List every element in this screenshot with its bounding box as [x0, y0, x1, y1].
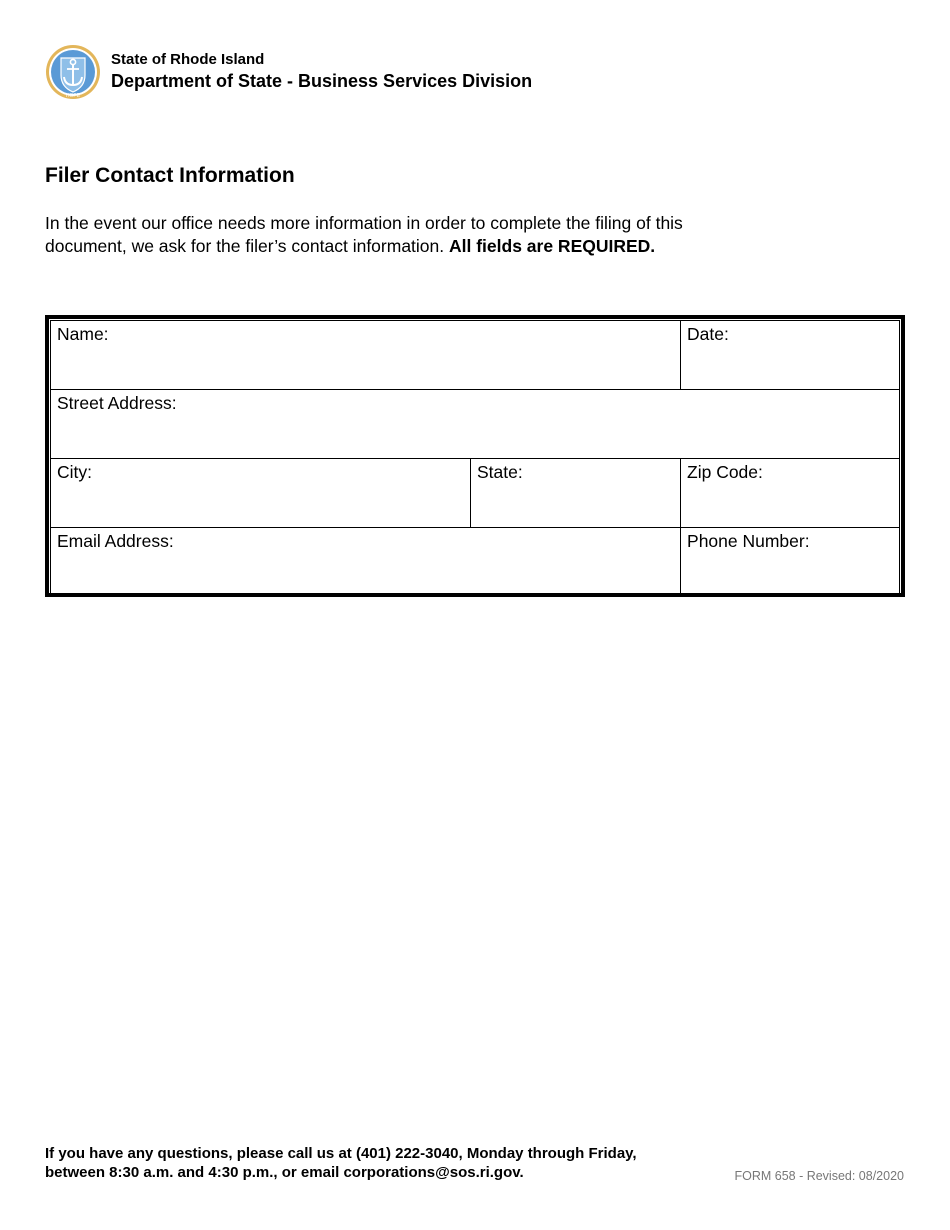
street-address-label: Street Address:: [57, 393, 177, 413]
zip-code-field[interactable]: [681, 459, 900, 528]
phone-label: Phone Number:: [687, 531, 810, 551]
intro-paragraph: [45, 212, 765, 258]
seal-text: HOPE: [65, 93, 81, 99]
date-field[interactable]: [681, 321, 900, 390]
phone-field[interactable]: [681, 528, 900, 597]
contact-note: [45, 1144, 685, 1182]
form-revision: FORM 658 - Revised: 08/2020: [734, 1169, 904, 1183]
contact-note-line-2: between 8:30 a.m. and 4:30 p.m., or email corporations@sos.ri.gov.: [45, 1164, 524, 1181]
city-label: City:: [57, 462, 92, 482]
name-field[interactable]: [51, 321, 681, 390]
page-header: [45, 44, 532, 100]
required-notice: All fields are REQUIRED.: [449, 236, 656, 256]
street-address-field[interactable]: [51, 390, 900, 459]
contact-form: [45, 315, 905, 597]
email-label: Email Address:: [57, 531, 174, 551]
date-label: Date:: [687, 324, 729, 344]
page-title: Filer Contact Information: [45, 164, 295, 187]
intro-text: In the event our office needs more information in order to complete the filing of this document, we ask for the filer’s contact information.: [45, 213, 683, 256]
name-label: Name:: [57, 324, 109, 344]
zip-code-label: Zip Code:: [687, 462, 763, 482]
state-seal-icon: [45, 44, 101, 100]
email-field[interactable]: [51, 528, 681, 597]
contact-note-line-1: If you have any questions, please call us at (401) 222-3040, Monday through Friday,: [45, 1145, 637, 1162]
department-name: Department of State - Business Services Division: [111, 71, 533, 92]
city-field[interactable]: [51, 459, 471, 528]
state-name: State of Rhode Island: [111, 51, 265, 69]
state-field[interactable]: [471, 459, 681, 528]
state-label: State:: [477, 462, 523, 482]
